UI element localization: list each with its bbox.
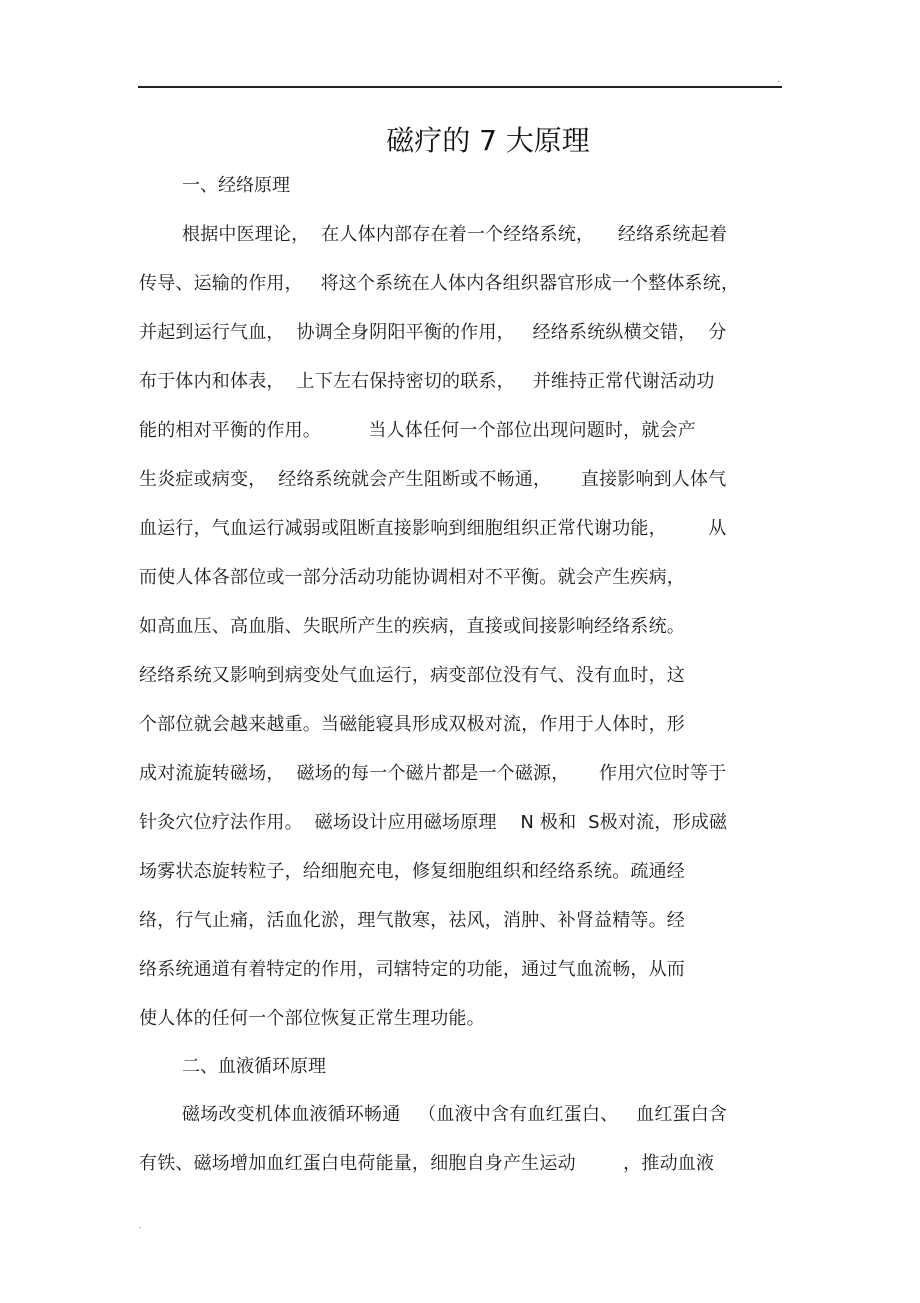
paragraph-line: 针灸穴位疗法作用。 磁场设计应用磁场原理 N 极和 S极对流，形成磁 — [139, 812, 728, 833]
paragraph-line: 个部位就会越来越重。当磁能寝具形成双极对流，作用于人体时，形 — [139, 714, 685, 735]
corner-mark-bottom: . — [139, 1221, 142, 1230]
paragraph-line: 经络系统又影响到病变处气血运行，病变部位没有气、没有血时，这 — [139, 665, 685, 686]
paragraph-line: 场雾状态旋转粒子，给细胞充电，修复细胞组织和经络系统。疏通经 — [139, 861, 685, 882]
paragraph-line: 成对流旋转磁场， 磁场的每一个磁片都是一个磁源， 作用穴位时等于 — [139, 763, 727, 784]
section-heading: 二、血液循环原理 — [182, 1056, 326, 1077]
paragraph-line: 如高血压、高血脂、失眠所产生的疾病，直接或间接影响经络系统。 — [139, 616, 685, 637]
paragraph-line: 传导、运输的作用， 将这个系统在人体内各组织器官形成一个整体系统， — [139, 273, 740, 294]
paragraph-line: 根据中医理论， 在人体内部存在着一个经络系统， 经络系统起着 — [182, 224, 728, 245]
corner-mark-top: . — [777, 75, 780, 84]
paragraph-line: 能的相对平衡的作用。 当人体任何一个部位出现问题时，就会产 — [139, 420, 696, 441]
page-title: 磁疗的 7 大原理 — [386, 124, 590, 157]
paragraph-line: 生炎症或病变， 经络系统就会产生阻断或不畅通， 直接影响到人体气 — [139, 469, 727, 490]
header-rule — [138, 86, 782, 88]
paragraph-line: 并起到运行气血， 协调全身阴阳平衡的作用， 经络系统纵横交错， 分 — [139, 322, 727, 343]
section-heading: 一、经络原理 — [182, 175, 290, 196]
paragraph-line: 使人体的任何一个部位恢复正常生理功能。 — [139, 1008, 485, 1029]
paragraph-line: 络，行气止痛，活血化淤，理气散寒，祛风，消肿、补肾益精等。经 — [139, 910, 685, 931]
paragraph-line: 血运行，气血运行减弱或阻断直接影响到细胞组织正常代谢功能， 从 — [139, 518, 727, 539]
paragraph-line: 有铁、磁场增加血红蛋白电荷能量，细胞自身产生运动 ，推动血液 — [139, 1153, 715, 1174]
paragraph-line: 而使人体各部位或一部分活动功能协调相对不平衡。就会产生疾病， — [139, 567, 685, 588]
paragraph-line: 络系统通道有着特定的作用，司辖特定的功能，通过气血流畅，从而 — [139, 959, 685, 980]
paragraph-line: 磁场改变机体血液循环畅通 （血液中含有血红蛋白、 血红蛋白含 — [182, 1104, 728, 1125]
paragraph-line: 布于体内和体表， 上下左右保持密切的联系， 并维持正常代谢活动功 — [139, 371, 715, 392]
